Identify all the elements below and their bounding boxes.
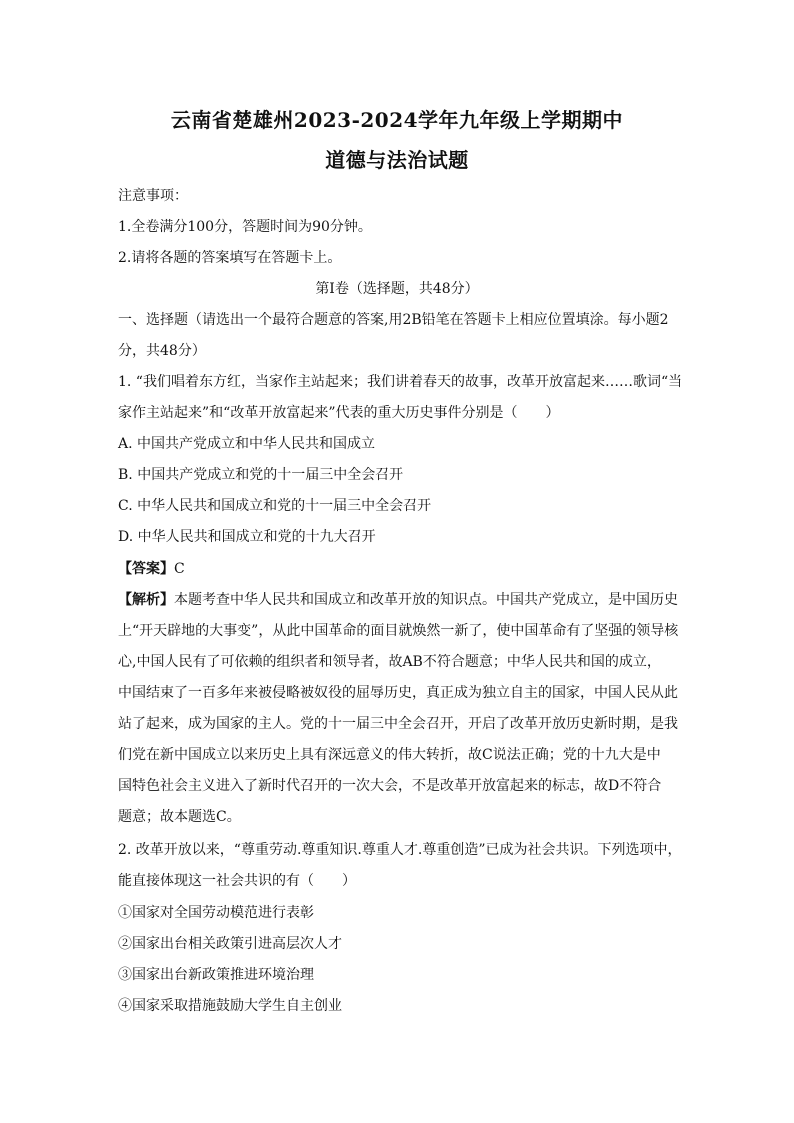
q2-stem-line-1: 2. 改革开放以来，“尊重劳动.尊重知识.尊重人才.尊重创造”已成为社会共识。下列选项中，	[118, 842, 682, 858]
q2-item-1: ①国家对全国劳动模范进行表彰	[118, 905, 314, 921]
q1-option-b: B. 中国共产党成立和党的十一届三中全会召开	[118, 467, 404, 483]
q1-answer	[118, 559, 185, 579]
q1-stem-line-2: 家作主站起来”和“改革开放富起来”代表的重大历史事件分别是（ ）	[118, 405, 560, 421]
q2-item-4: ④国家采取措施鼓励大学生自主创业	[118, 998, 342, 1014]
q1-analysis-line-4: 中国结束了一百多年来被侵略被奴役的屈辱历史，真正成为独立自主的国家，中国人民从此	[118, 685, 678, 701]
analysis-text: 本题考查中华人民共和国成立和改革开放的知识点。中国共产党成立，是中国历史	[174, 592, 678, 608]
q2-item-3: ③国家出台新政策推进环境治理	[118, 967, 314, 983]
q1-analysis-line-8: 题意；故本题选C。	[118, 809, 241, 825]
notice-heading: 注意事项：	[118, 188, 188, 204]
q1-analysis-line-7: 国特色社会主义进入了新时代召开的一次大会，不是改革开放富起来的标志，故D不符合	[118, 778, 662, 794]
q1-analysis-line-1	[118, 590, 678, 610]
q1-stem-line-1: 1. “我们唱着东方红，当家作主站起来；我们讲着春天的故事，改革开放富起来……歌词“当	[118, 374, 683, 390]
q1-analysis-line-2: 上“开天辟地的大事变”，从此中国革命的面目就焕然一新了，使中国革命有了坚强的领导核	[118, 623, 679, 639]
q1-analysis-line-3: 心,中国人民有了可依赖的组织者和领导者，故AB不符合题意；中华人民共和国的成立，	[118, 654, 661, 670]
q1-option-c: C. 中华人民共和国成立和党的十一届三中全会召开	[118, 498, 432, 514]
notice-item-2: 2.请将各题的答案填写在答题卡上。	[118, 250, 342, 266]
section-instructions-line-2: 分，共48分）	[118, 343, 206, 359]
analysis-label: 【解析】	[118, 592, 174, 608]
section-instructions-line-1: 一、选择题（请选出一个最符合题意的答案,用2B铅笔在答题卡上相应位置填涂。每小题2	[118, 312, 669, 328]
section-title: 第Ⅰ卷（选择题，共48分）	[315, 281, 479, 297]
q2-stem-line-2: 能直接体现这一社会共识的有（ ）	[118, 873, 356, 889]
q1-analysis-line-5: 站了起来，成为国家的主人。党的十一届三中全会召开，开启了改革开放历史新时期，是我	[118, 716, 678, 732]
q1-option-d: D. 中华人民共和国成立和党的十九大召开	[118, 529, 376, 545]
q1-analysis-line-6: 们党在新中国成立以来历史上具有深远意义的伟大转折，故C说法正确；党的十九大是中	[118, 747, 661, 763]
q1-option-a: A. 中国共产党成立和中华人民共和国成立	[118, 436, 376, 452]
q2-item-2: ②国家出台相关政策引进高层次人才	[118, 936, 342, 952]
answer-label: 【答案】	[118, 561, 174, 577]
answer-value: C	[174, 561, 185, 577]
exam-subtitle: 道德与法治试题	[325, 148, 469, 172]
exam-title: 云南省楚雄州2023-2024学年九年级上学期期中	[170, 108, 624, 132]
notice-item-1: 1.全卷满分100分，答题时间为90分钟。	[118, 219, 372, 235]
